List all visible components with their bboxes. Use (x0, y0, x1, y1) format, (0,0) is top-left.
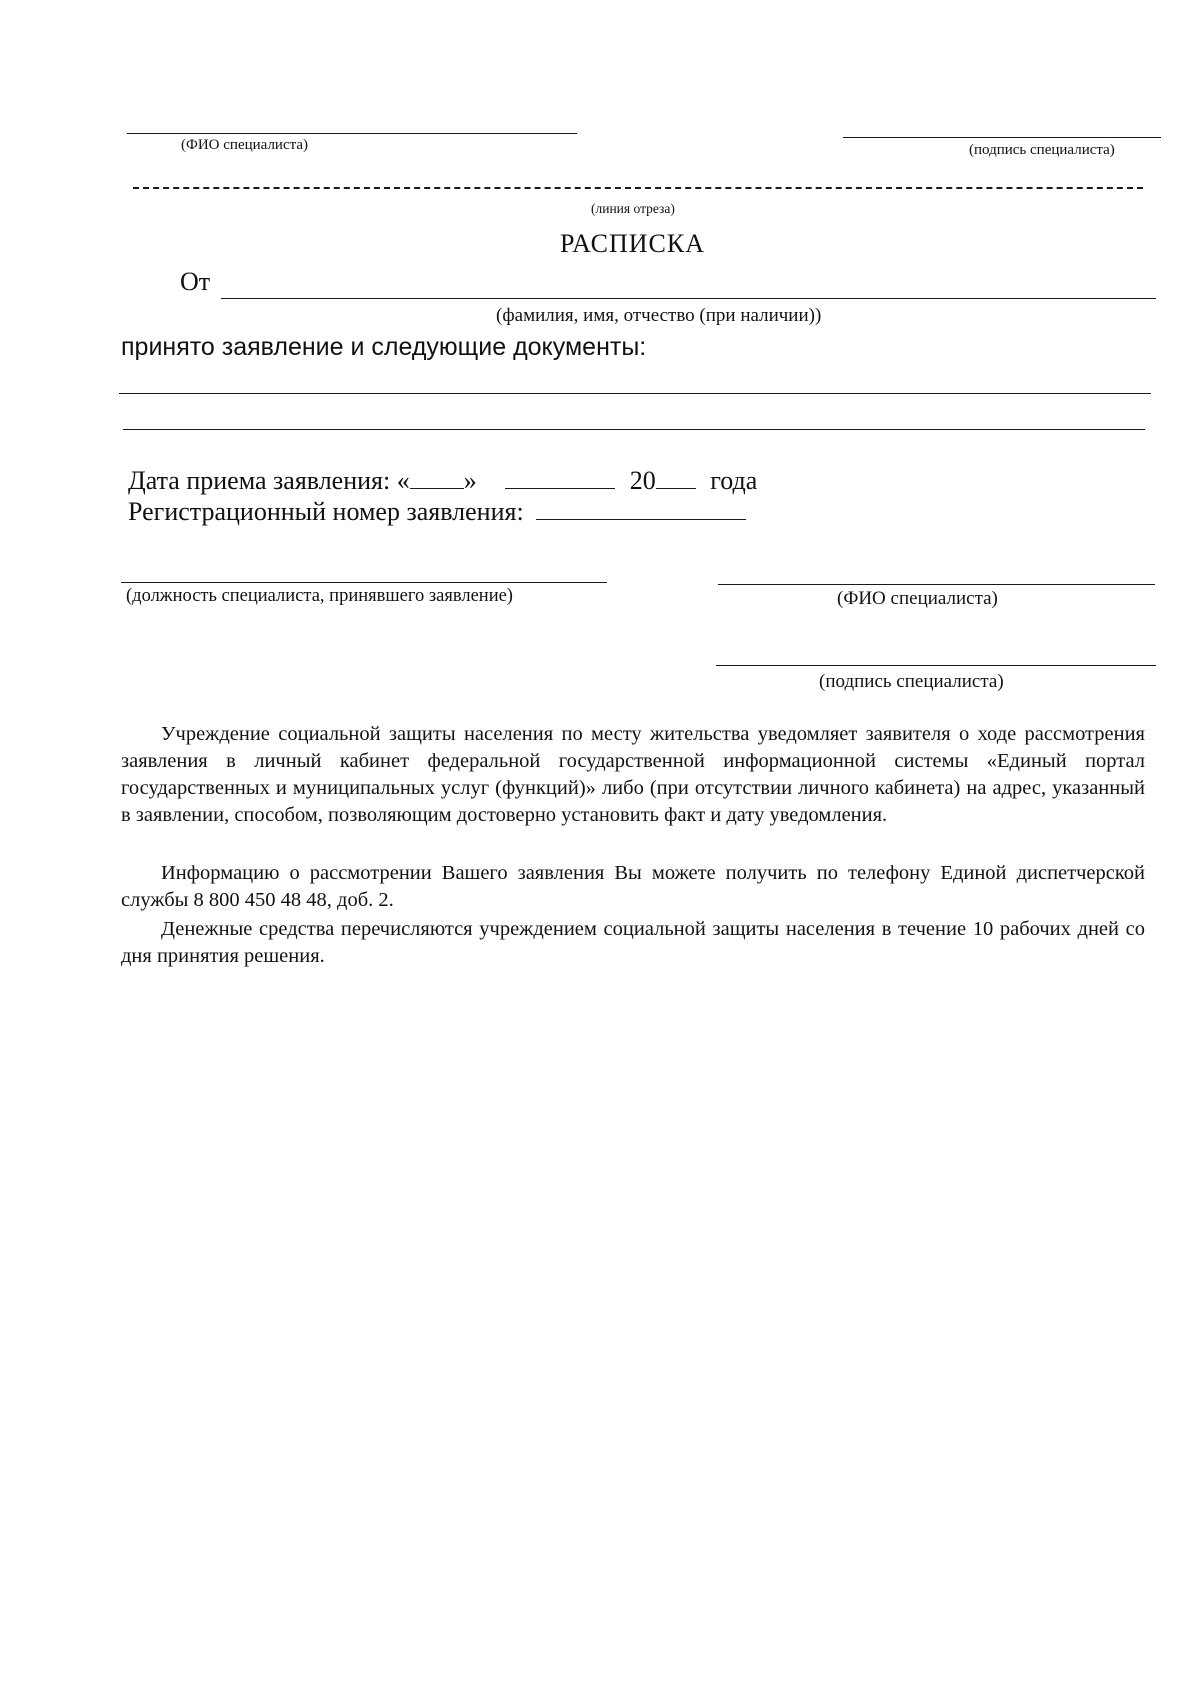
specialist-name-line (718, 584, 1155, 585)
specialist-signature-caption: (подпись специалиста) (819, 671, 1004, 692)
receipt-title: РАСПИСКА (560, 229, 705, 258)
notice-paragraph-1: Учреждение социальной защиты населения по месту жительства уведомляет заявителя о ходе рассмотрения заявления в личный кабинет федеральной государственной информационной системы «Единый портал государственных и муниципальных услуг (функций)» либо (при отсутствии личного кабинета) на адрес, указанный в заявлении, способом, позволяющим достоверно установить факт и дату уведомления. (121, 723, 1145, 826)
year-prefix: 20 (629, 466, 656, 495)
day-blank (410, 466, 464, 489)
specialist-name-line-top (127, 133, 577, 134)
cut-line-caption: (линия отреза) (591, 201, 675, 216)
registration-number-blank (536, 497, 746, 520)
year-blank (656, 466, 696, 489)
year-suffix: года (710, 466, 758, 495)
documents-line-1 (119, 393, 1151, 394)
date-label: Дата приема заявления: « (128, 466, 410, 495)
specialist-name-caption-top: (ФИО специалиста) (181, 137, 309, 153)
accepted-documents-label: принято заявление и следующие документы: (121, 333, 647, 361)
documents-line-2 (123, 429, 1145, 430)
notice-paragraph-3: Денежные средства перечисляются учреждением социальной защиты населения в течение 10 рабочих дней со дня принятия решения. (121, 918, 1145, 967)
specialist-signature-caption-top: (подпись специалиста) (969, 142, 1115, 158)
position-caption: (должность специалиста, принявшего заявление) (126, 586, 513, 606)
specialist-signature-line (716, 665, 1156, 666)
date-close-quote: » (463, 466, 477, 495)
applicant-name-caption: (фамилия, имя, отчество (при наличии)) (496, 305, 822, 326)
registration-number-label: Регистрационный номер заявления: (128, 497, 524, 526)
registration-number-row (128, 497, 746, 527)
applicant-name-line (221, 298, 1156, 299)
specialist-name-caption: (ФИО специалиста) (837, 588, 998, 609)
month-blank (505, 466, 615, 489)
position-line (121, 582, 607, 583)
cut-line (133, 187, 1143, 189)
date-of-receipt-row (128, 466, 757, 496)
specialist-signature-line-top (843, 137, 1161, 138)
notice-paragraph-2: Информацию о рассмотрении Вашего заявления Вы можете получить по телефону Единой диспетчерской службы 8 800 450 48 48, доб. 2. (121, 862, 1145, 911)
from-label: От (180, 267, 211, 296)
